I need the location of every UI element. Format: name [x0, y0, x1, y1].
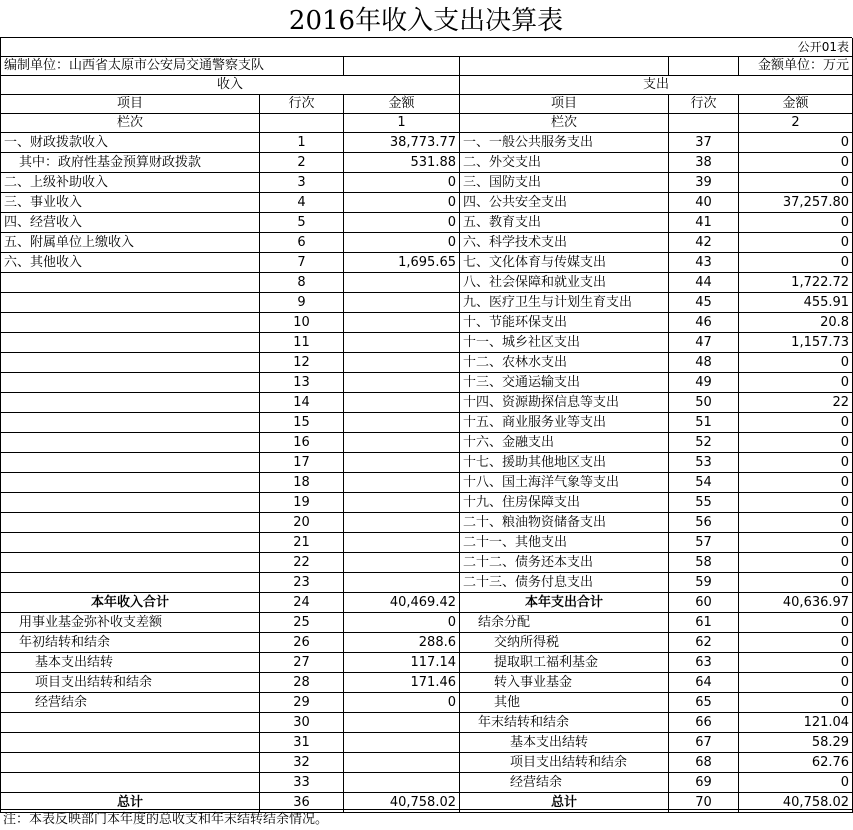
- table-row: [1, 453, 853, 473]
- expense-item: 结余分配: [460, 613, 669, 633]
- income-row-no: 36: [260, 793, 344, 813]
- expense-item: 二、外交支出: [460, 153, 669, 173]
- expense-amount: 62.76: [739, 753, 853, 773]
- income-item: 总计: [1, 793, 260, 813]
- expense-amount: 0: [739, 773, 853, 793]
- income-row-no: 3: [260, 173, 344, 193]
- table-row: [1, 193, 853, 213]
- table-row: [1, 433, 853, 453]
- income-item: 项目支出结转和结余: [1, 673, 260, 693]
- expense-amount: 1,157.73: [739, 333, 853, 353]
- income-amount: 117.14: [344, 653, 460, 673]
- expense-row-no: 48: [669, 353, 739, 373]
- expense-row-no: 50: [669, 393, 739, 413]
- table-row: [1, 293, 853, 313]
- expense-amount: 0: [739, 373, 853, 393]
- income-row-no: 30: [260, 713, 344, 733]
- expense-amount: 0: [739, 413, 853, 433]
- expense-amount: 0: [739, 173, 853, 193]
- income-item: 一、财政拨款收入: [1, 133, 260, 153]
- income-amount: 171.46: [344, 673, 460, 693]
- income-row-no: 8: [260, 273, 344, 293]
- footnote: 注：本表反映部门本年度的总收支和年末结转结余情况。: [0, 809, 852, 829]
- income-row-no: 14: [260, 393, 344, 413]
- col-label-right: 栏次: [460, 114, 669, 133]
- expense-row-no: 38: [669, 153, 739, 173]
- expense-row-no: 55: [669, 493, 739, 513]
- income-item: [1, 373, 260, 393]
- expense-row-no: 43: [669, 253, 739, 273]
- expense-amount: 0: [739, 213, 853, 233]
- income-item: [1, 573, 260, 593]
- income-amount: [344, 493, 460, 513]
- section-expense: 支出: [460, 76, 853, 95]
- expense-amount: 58.29: [739, 733, 853, 753]
- income-amount: [344, 333, 460, 353]
- table-row: [1, 373, 853, 393]
- expense-row-no: 67: [669, 733, 739, 753]
- col-label-left: 栏次: [1, 114, 260, 133]
- expense-amount: 0: [739, 233, 853, 253]
- expense-amount: 0: [739, 673, 853, 693]
- expense-amount: 0: [739, 653, 853, 673]
- income-row-no: 18: [260, 473, 344, 493]
- table-row: [1, 333, 853, 353]
- income-item: [1, 433, 260, 453]
- expense-amount: 121.04: [739, 713, 853, 733]
- income-item: 经营结余: [1, 693, 260, 713]
- income-item: [1, 493, 260, 513]
- expense-amount: 20.8: [739, 313, 853, 333]
- column-index-row: [1, 114, 853, 133]
- income-item: [1, 533, 260, 553]
- expense-row-no: 68: [669, 753, 739, 773]
- income-item: [1, 733, 260, 753]
- income-item: 基本支出结转: [1, 653, 260, 673]
- income-row-no: 33: [260, 773, 344, 793]
- income-amount: 1,695.65: [344, 253, 460, 273]
- expense-item: 九、医疗卫生与计划生育支出: [460, 293, 669, 313]
- income-amount: [344, 473, 460, 493]
- expense-row-no: 58: [669, 553, 739, 573]
- income-row-no: 20: [260, 513, 344, 533]
- table-row: [1, 173, 853, 193]
- expense-item: 转入事业基金: [460, 673, 669, 693]
- income-row-no: 22: [260, 553, 344, 573]
- expense-row-no: 40: [669, 193, 739, 213]
- expense-amount: 0: [739, 433, 853, 453]
- table-row: [1, 533, 853, 553]
- section-income: 收入: [1, 76, 460, 95]
- expense-row-no: 59: [669, 573, 739, 593]
- income-row-no: 13: [260, 373, 344, 393]
- expense-item: 十七、援助其他地区支出: [460, 453, 669, 473]
- compiling-unit: 编制单位：山西省太原市公安局交通警察支队: [1, 57, 344, 76]
- income-row-no: 5: [260, 213, 344, 233]
- income-row-no: 10: [260, 313, 344, 333]
- income-amount: [344, 733, 460, 753]
- expense-amount: 0: [739, 533, 853, 553]
- income-item: [1, 553, 260, 573]
- expense-row-no: 44: [669, 273, 739, 293]
- expense-amount: 0: [739, 473, 853, 493]
- expense-amount: 40,758.02: [739, 793, 853, 813]
- income-amount: 0: [344, 173, 460, 193]
- amount-unit: 金额单位：万元: [739, 57, 853, 76]
- income-row-no: 23: [260, 573, 344, 593]
- expense-amount: 37,257.80: [739, 193, 853, 213]
- expense-amount: 0: [739, 693, 853, 713]
- expense-row-no: 42: [669, 233, 739, 253]
- income-item: 年初结转和结余: [1, 633, 260, 653]
- expense-item: 二十、粮油物资储备支出: [460, 513, 669, 533]
- expense-item: 六、科学技术支出: [460, 233, 669, 253]
- table-row: [1, 673, 853, 693]
- expense-row-no: 52: [669, 433, 739, 453]
- expense-item: 五、教育支出: [460, 213, 669, 233]
- income-row-no: 6: [260, 233, 344, 253]
- income-amount: 0: [344, 213, 460, 233]
- expense-item: 十九、住房保障支出: [460, 493, 669, 513]
- income-amount: [344, 373, 460, 393]
- expense-amount: 0: [739, 573, 853, 593]
- table-row: [1, 593, 853, 613]
- income-item: [1, 513, 260, 533]
- expense-amount: 0: [739, 613, 853, 633]
- income-amount: [344, 273, 460, 293]
- income-row-no: 11: [260, 333, 344, 353]
- income-item: 四、经营收入: [1, 213, 260, 233]
- income-amount: 0: [344, 693, 460, 713]
- expense-item: 基本支出结转: [460, 733, 669, 753]
- expense-item: 项目支出结转和结余: [460, 753, 669, 773]
- income-item: 三、事业收入: [1, 193, 260, 213]
- income-item: [1, 393, 260, 413]
- expense-item: 十六、金融支出: [460, 433, 669, 453]
- table-row: [1, 513, 853, 533]
- income-amount: [344, 533, 460, 553]
- expense-amount: 455.91: [739, 293, 853, 313]
- income-row-no: 21: [260, 533, 344, 553]
- form-code: 公开01表: [1, 38, 853, 57]
- income-amount: [344, 393, 460, 413]
- expense-amount: 0: [739, 133, 853, 153]
- section-row: [1, 76, 853, 95]
- expense-item: 十四、资源勘探信息等支出: [460, 393, 669, 413]
- expense-row-no: 57: [669, 533, 739, 553]
- expense-item: 七、文化体育与传媒支出: [460, 253, 669, 273]
- unit-row: [1, 57, 853, 76]
- income-amount: [344, 573, 460, 593]
- expense-amount: 0: [739, 553, 853, 573]
- expense-item: 二十二、债务还本支出: [460, 553, 669, 573]
- expense-item: 十、节能环保支出: [460, 313, 669, 333]
- income-row-no: 7: [260, 253, 344, 273]
- expense-amount: 0: [739, 453, 853, 473]
- expense-row-no: 53: [669, 453, 739, 473]
- income-item: 本年收入合计: [1, 593, 260, 613]
- header-amount-right: 金额: [739, 95, 853, 114]
- income-row-no: 25: [260, 613, 344, 633]
- form-code-row: [1, 38, 853, 57]
- table-row: [1, 233, 853, 253]
- expense-amount: 0: [739, 633, 853, 653]
- income-amount: [344, 313, 460, 333]
- table-row: [1, 653, 853, 673]
- expense-row-no: 39: [669, 173, 739, 193]
- expense-row-no: 49: [669, 373, 739, 393]
- income-item: 六、其他收入: [1, 253, 260, 273]
- income-row-no: 26: [260, 633, 344, 653]
- expense-row-no: 51: [669, 413, 739, 433]
- expense-item: 二十一、其他支出: [460, 533, 669, 553]
- expense-item: 八、社会保障和就业支出: [460, 273, 669, 293]
- table-row: [1, 413, 853, 433]
- income-amount: 0: [344, 233, 460, 253]
- income-amount: 38,773.77: [344, 133, 460, 153]
- table-row: [1, 753, 853, 773]
- expense-row-no: 69: [669, 773, 739, 793]
- table-row: [1, 393, 853, 413]
- expense-item: 其他: [460, 693, 669, 713]
- income-amount: [344, 713, 460, 733]
- expense-row-no: 65: [669, 693, 739, 713]
- header-item-right: 项目: [460, 95, 669, 114]
- expense-item: 一、一般公共服务支出: [460, 133, 669, 153]
- table-row: [1, 633, 853, 653]
- expense-amount: 0: [739, 493, 853, 513]
- header-row-right: 行次: [669, 95, 739, 114]
- expense-item: 十五、商业服务业等支出: [460, 413, 669, 433]
- income-amount: [344, 293, 460, 313]
- income-amount: 0: [344, 193, 460, 213]
- income-amount: [344, 773, 460, 793]
- expense-item: 十二、农林水支出: [460, 353, 669, 373]
- expense-row-no: 41: [669, 213, 739, 233]
- income-item: 用事业基金弥补收支差额: [1, 613, 260, 633]
- expense-row-no: 46: [669, 313, 739, 333]
- table-row: [1, 733, 853, 753]
- income-expense-table: [0, 38, 853, 813]
- expense-item: 交纳所得税: [460, 633, 669, 653]
- income-row-no: 17: [260, 453, 344, 473]
- header-amount-left: 金额: [344, 95, 460, 114]
- income-item: [1, 473, 260, 493]
- table-row: [1, 553, 853, 573]
- income-amount: [344, 433, 460, 453]
- income-item: [1, 713, 260, 733]
- expense-item: 本年支出合计: [460, 593, 669, 613]
- table-row: [1, 713, 853, 733]
- report-title: 2016年收入支出决算表: [0, 0, 852, 38]
- expense-row-no: 64: [669, 673, 739, 693]
- income-row-no: 4: [260, 193, 344, 213]
- expense-amount: 0: [739, 253, 853, 273]
- income-amount: 288.6: [344, 633, 460, 653]
- expense-row-no: 70: [669, 793, 739, 813]
- income-amount: [344, 353, 460, 373]
- income-amount: [344, 753, 460, 773]
- expense-row-no: 37: [669, 133, 739, 153]
- income-item: 二、上级补助收入: [1, 173, 260, 193]
- income-item: [1, 453, 260, 473]
- income-item: [1, 293, 260, 313]
- expense-item: 经营结余: [460, 773, 669, 793]
- income-item: [1, 353, 260, 373]
- income-item: [1, 773, 260, 793]
- expense-amount: 1,722.72: [739, 273, 853, 293]
- header-row-left: 行次: [260, 95, 344, 114]
- table-row: [1, 313, 853, 333]
- expense-amount: 0: [739, 353, 853, 373]
- income-row-no: 9: [260, 293, 344, 313]
- income-item: [1, 753, 260, 773]
- income-item: [1, 313, 260, 333]
- expense-item: 十三、交通运输支出: [460, 373, 669, 393]
- income-row-no: 16: [260, 433, 344, 453]
- expense-amount: 0: [739, 513, 853, 533]
- income-amount: 531.88: [344, 153, 460, 173]
- income-amount: [344, 453, 460, 473]
- income-row-no: 32: [260, 753, 344, 773]
- expense-amount: 22: [739, 393, 853, 413]
- column-header-row: [1, 95, 853, 114]
- expense-row-no: 62: [669, 633, 739, 653]
- income-row-no: 15: [260, 413, 344, 433]
- income-amount: 0: [344, 613, 460, 633]
- income-item: [1, 273, 260, 293]
- expense-item: 十一、城乡社区支出: [460, 333, 669, 353]
- table-row: [1, 133, 853, 153]
- expense-item: 三、国防支出: [460, 173, 669, 193]
- expense-amount: 0: [739, 153, 853, 173]
- income-row-no: 2: [260, 153, 344, 173]
- expense-row-no: 60: [669, 593, 739, 613]
- expense-row-no: 63: [669, 653, 739, 673]
- income-row-no: 29: [260, 693, 344, 713]
- income-amount: 40,469.42: [344, 593, 460, 613]
- income-row-no: 27: [260, 653, 344, 673]
- table-row: [1, 353, 853, 373]
- table-row: [1, 773, 853, 793]
- income-row-no: 12: [260, 353, 344, 373]
- header-item-left: 项目: [1, 95, 260, 114]
- table-row: [1, 493, 853, 513]
- income-amount: [344, 413, 460, 433]
- income-amount: [344, 513, 460, 533]
- income-item: [1, 413, 260, 433]
- income-row-no: 31: [260, 733, 344, 753]
- table-row: [1, 473, 853, 493]
- table-row: [1, 253, 853, 273]
- table-row: [1, 573, 853, 593]
- table-row: [1, 213, 853, 233]
- income-row-no: 24: [260, 593, 344, 613]
- expense-row-no: 66: [669, 713, 739, 733]
- expense-item: 十八、国土海洋气象等支出: [460, 473, 669, 493]
- expense-row-no: 47: [669, 333, 739, 353]
- income-amount: [344, 553, 460, 573]
- expense-row-no: 54: [669, 473, 739, 493]
- expense-item: 提取职工福利基金: [460, 653, 669, 673]
- income-amount: 40,758.02: [344, 793, 460, 813]
- table-row: [1, 613, 853, 633]
- expense-item: 四、公共安全支出: [460, 193, 669, 213]
- table-row: [1, 693, 853, 713]
- col-index-2: 2: [739, 114, 853, 133]
- expense-row-no: 45: [669, 293, 739, 313]
- expense-amount: 40,636.97: [739, 593, 853, 613]
- expense-item: 年末结转和结余: [460, 713, 669, 733]
- income-item: 五、附属单位上缴收入: [1, 233, 260, 253]
- income-item: [1, 333, 260, 353]
- expense-item: 二十三、债务付息支出: [460, 573, 669, 593]
- table-row: [1, 153, 853, 173]
- income-row-no: 28: [260, 673, 344, 693]
- expense-item: 总计: [460, 793, 669, 813]
- expense-row-no: 61: [669, 613, 739, 633]
- expense-row-no: 56: [669, 513, 739, 533]
- income-row-no: 1: [260, 133, 344, 153]
- income-item: 其中：政府性基金预算财政拨款: [1, 153, 260, 173]
- col-index-1: 1: [344, 114, 460, 133]
- income-row-no: 19: [260, 493, 344, 513]
- table-row: [1, 273, 853, 293]
